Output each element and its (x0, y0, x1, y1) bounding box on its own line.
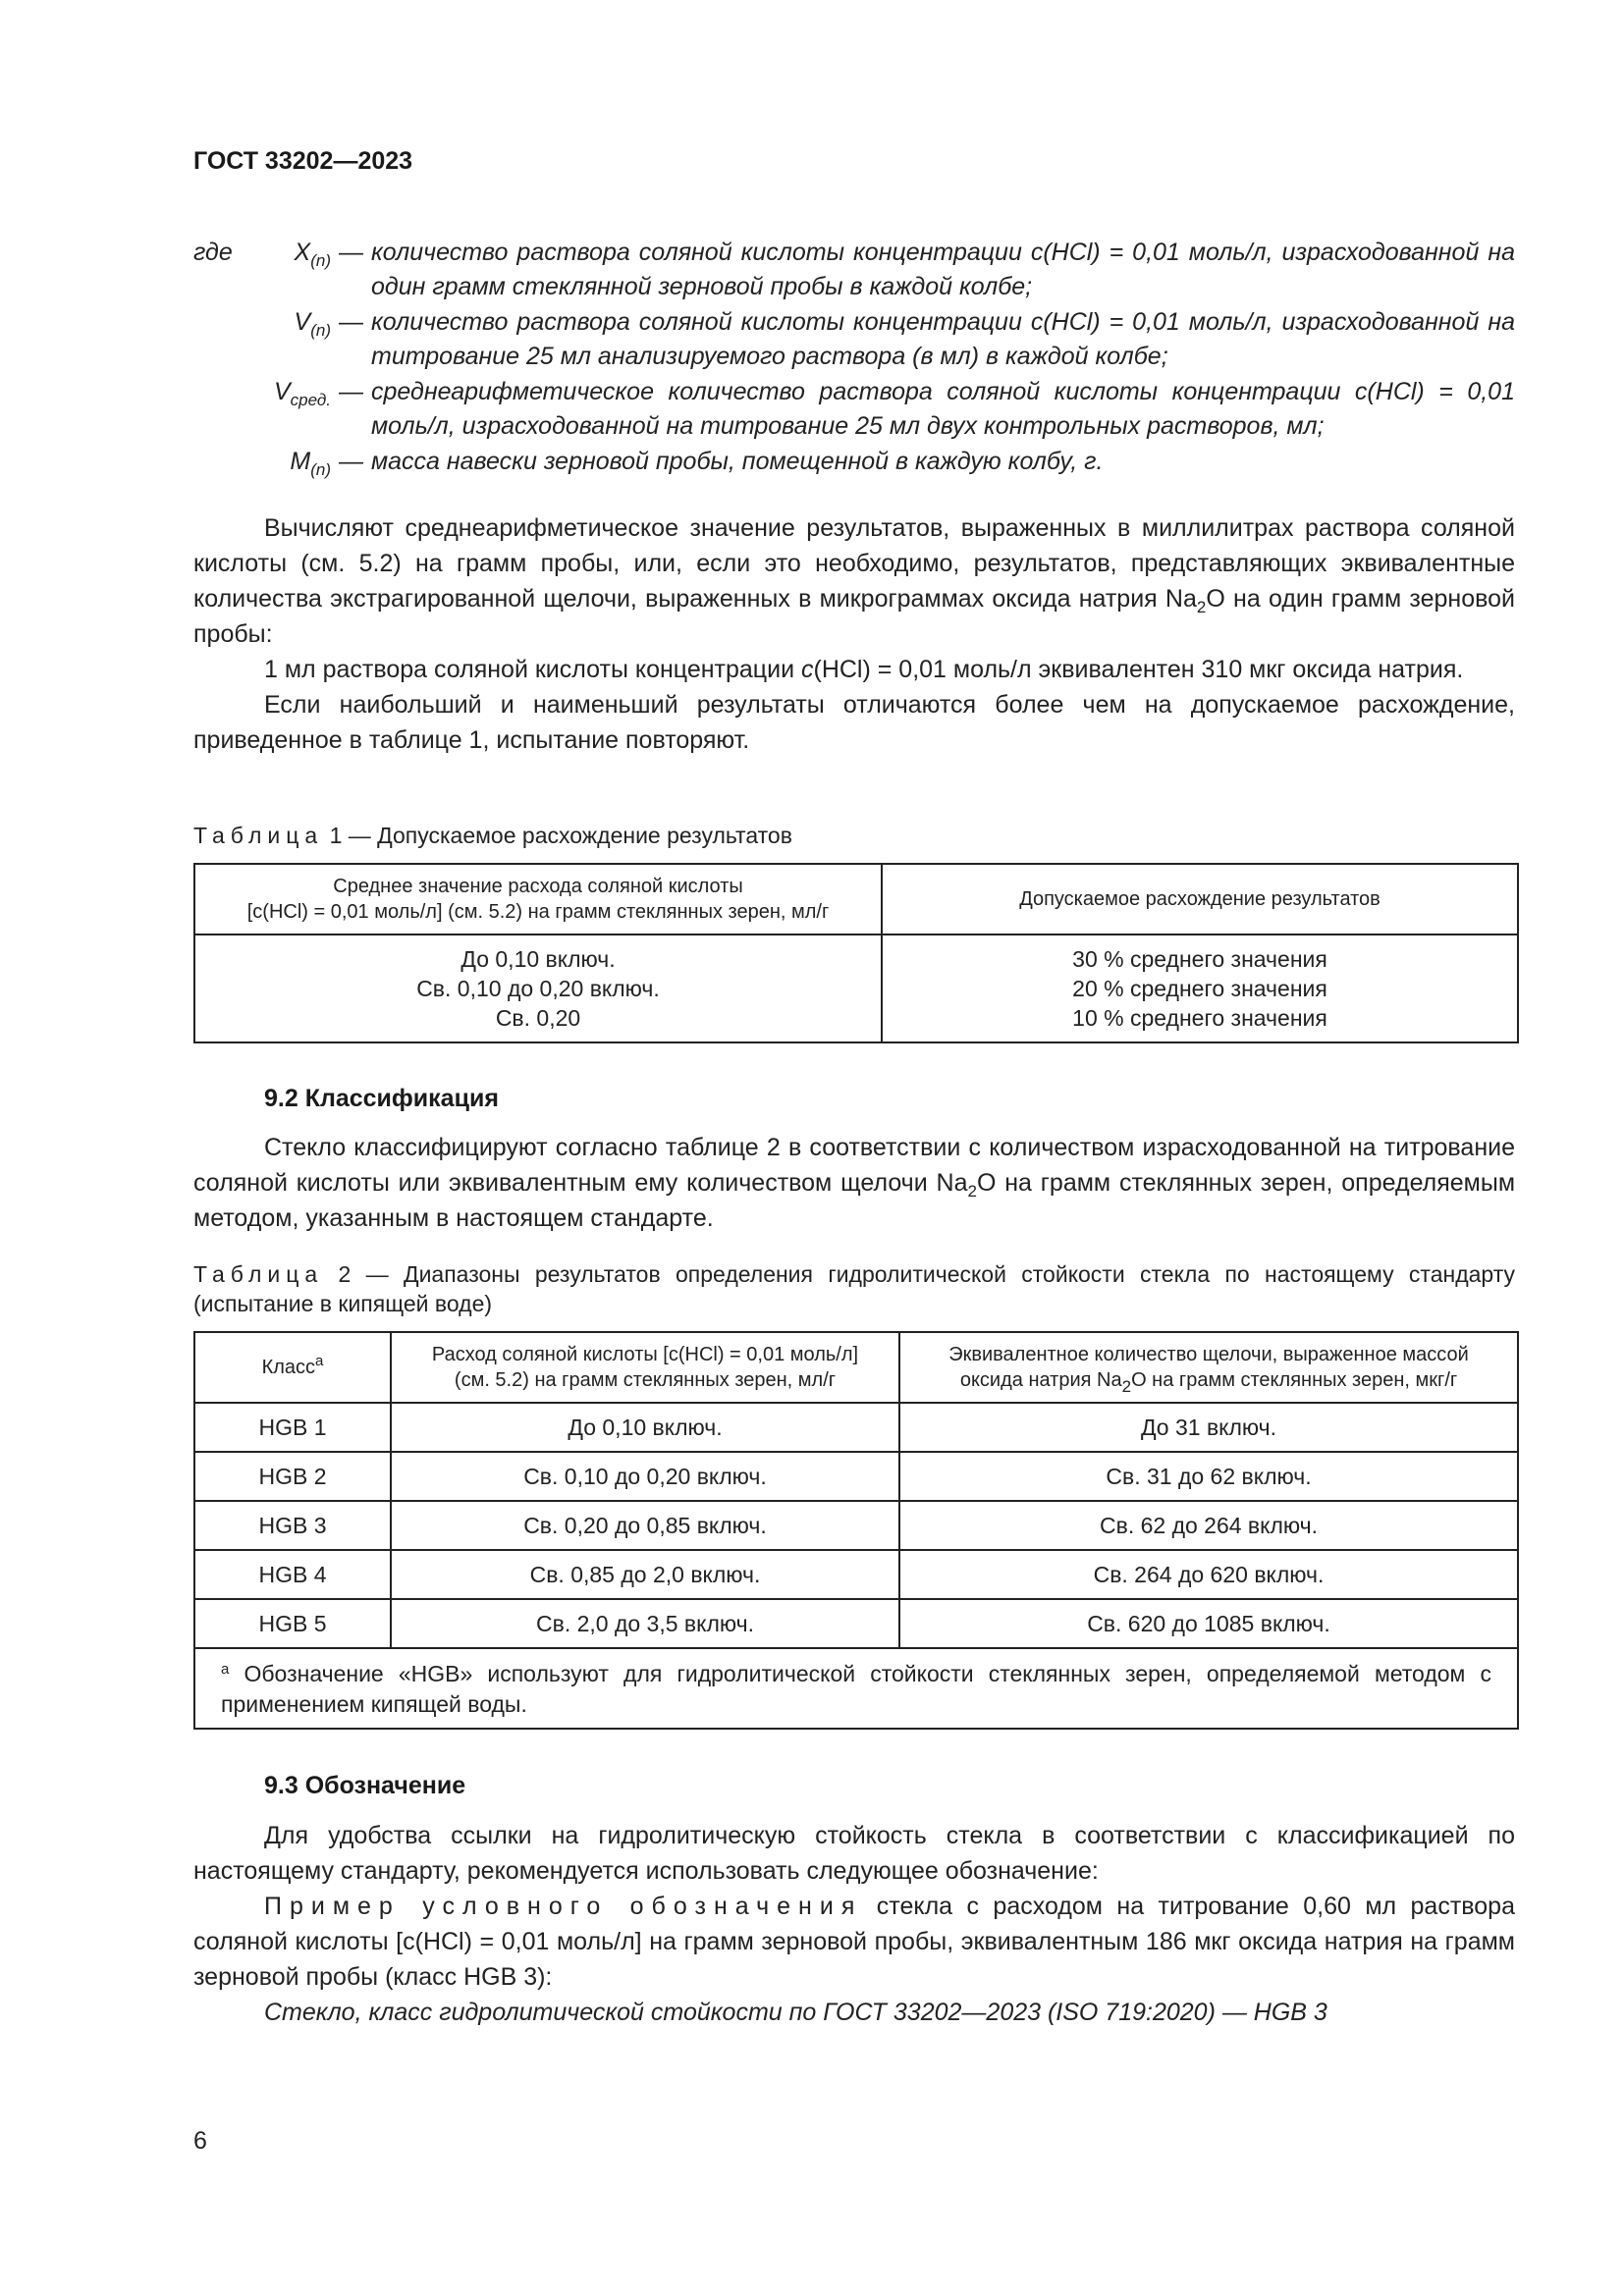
definition-item (193, 236, 1515, 304)
definition-text: количество раствора соляной кислоты концентрации c(HCl) = 0,01 моль/л, израсходованной на титрование 25 мл анализируемого раствора (в мл) в каждой колбе; (371, 308, 1515, 370)
table1 (193, 863, 1519, 1043)
definitions-list (193, 236, 1515, 480)
definition-text: масса навески зерновой пробы, помещенной в каждую колбу, г. (371, 448, 1104, 475)
definition-text: среднеарифметическое количество раствора соляной кислоты концентрации c(HCl) = 0,01 моль/л, израсходованной на титрование 25 мл двух контрольных растворов, мл; (371, 378, 1515, 440)
table1-header-col2: Допускаемое расхождение результатов (882, 864, 1518, 934)
paragraph-repeat: Если наибольший и наименьший результаты отличаются более чем на допускаемое расхождение, приведенное в таблице 1, испытание повторяют. (193, 691, 1515, 754)
definition-dash: — (339, 378, 363, 405)
table2-header-acid: Расход соляной кислоты [c(HCl) = 0,01 моль/л] (см. 5.2) на грамм стеклянных зерен, мл/г (391, 1332, 899, 1403)
definition-symbol: $V_{(n)}$ (294, 308, 331, 340)
definition-symbol: где $X_{(n)}$ (193, 239, 331, 270)
definition-dash: — (339, 239, 363, 266)
designation-example: Стекло, класс гидролитической стойкости по ГОСТ 33202—2023 (ISO 719:2020) — HGB 3 (264, 1999, 1327, 2026)
table2-footnote-row (194, 1648, 1518, 1729)
paragraph-equivalence: 1 мл раствора соляной кислоты концентрации c(HCl) = 0,01 моль/л эквивалентен 310 мкг оксида натрия. (264, 656, 1464, 683)
document-header: ГОСТ 33202—2023 (193, 147, 413, 175)
section-9-2-text: Стекло классифицируют согласно таблице 2 в соответствии с количеством израсходованной на титрование соляной кислоты или эквивалентным ему количеством щелочи $Na_2O$ на грамм стеклянных зерен, определяемым методом, указанным в настоящем стандарте. (193, 1134, 1516, 1232)
paragraph-average: Вычисляют среднеарифметическое значение результатов, выраженных в миллилитрах раствора соляной кислоты (см. 5.2) на грамм пробы, или, если это необходимо, результатов, представляющих эквивалентные количества экстрагированной щелочи, выраженных в микрограммах оксида натрия $Na_2O$ на один грамм зерновой пробы: (193, 514, 1515, 648)
table1-header-col1: Среднее значение расхода соляной кислоты [c(HCl) = 0,01 моль/л] (см. 5.2) на грамм стеклянных зерен, мл/г (194, 864, 882, 934)
table1-cell-tolerances: 30 % среднего значения 20 % среднего значения 10 % среднего значения (882, 934, 1518, 1042)
section-9-3-text: Для удобства ссылки на гидролитическую стойкость стекла в соответствии с классификацией по настоящему стандарту, рекомендуется использовать следующее обозначение: Пример условного обозначения стекла с расходом на титрование 0,60 мл раствора соляной кислоты [c(HCl) = 0,01 моль/л] на грамм зерновой пробы, эквивалентным 186 мкг оксида натрия на грамм зерновой пробы (класс HGB 3): Стекло, класс гидролитической стойкости по ГОСТ 33202—2023 (ISO 719:2020) — HGB 3 (193, 1818, 1515, 2030)
definition-item (193, 445, 1515, 479)
table-row: HGB 5 Св. 2,0 до 3,5 включ. Св. 620 до 1085 включ. (194, 1599, 1518, 1648)
section-9-3-heading: 9.3 Обозначение (264, 1772, 466, 1799)
table-row: HGB 3 Св. 0,20 до 0,85 включ. Св. 62 до 264 включ. (194, 1501, 1518, 1550)
definition-item (193, 375, 1515, 444)
example-paragraph: Пример условного обозначения стекла с расходом на титрование 0,60 мл раствора соляной кислоты [c(HCl) = 0,01 моль/л] на грамм зерновой пробы, эквивалентным 186 мкг оксида натрия на грамм зерновой пробы (класс HGB 3): (193, 1893, 1515, 1991)
section-9-2-heading: 9.2 Классификация (264, 1085, 499, 1112)
table2 (193, 1331, 1519, 1730)
page-number: 6 (193, 2127, 207, 2155)
table2-footnote: $^a$ Обозначение «HGB» используют для гидролитической стойкости стеклянных зерен, определяемой методом с применением кипящей воды. (194, 1648, 1518, 1729)
table2-caption: Таблица 2 — Диапазоны результатов определения гидролитической стойкости стекла по настоящему стандарту (испытание в кипящей воде) (193, 1261, 1515, 1316)
definition-dash: — (339, 448, 363, 475)
table1-caption: Таблица 1 — Допускаемое расхождение результатов (193, 823, 792, 848)
table-row: HGB 4 Св. 0,85 до 2,0 включ. Св. 264 до 620 включ. (194, 1550, 1518, 1599)
definition-item (193, 305, 1515, 374)
definition-symbol: $M_{(n)}$ (290, 448, 331, 479)
table1-cell-ranges: До 0,10 включ. Св. 0,10 до 0,20 включ. Св. 0,20 (194, 934, 882, 1042)
table-row: HGB 2 Св. 0,10 до 0,20 включ. Св. 31 до 62 включ. (194, 1452, 1518, 1501)
table-row: HGB 1 До 0,10 включ. До 31 включ. (194, 1403, 1518, 1452)
table2-header-class: Класс$^a$ (194, 1332, 391, 1403)
definition-symbol: $V_{сред.}$ (273, 378, 331, 409)
definition-text: количество раствора соляной кислоты концентрации c(HCl) = 0,01 моль/л, израсходованной на один грамм стеклянной зерновой пробы в каждой колбе; (371, 239, 1515, 300)
table2-header-alkali: Эквивалентное количество щелочи, выраженное массой оксида натрия $Na_2O$ на грамм стеклянных зерен, мкг/г (899, 1332, 1518, 1403)
body-text (193, 510, 1515, 758)
definition-dash: — (339, 308, 363, 336)
